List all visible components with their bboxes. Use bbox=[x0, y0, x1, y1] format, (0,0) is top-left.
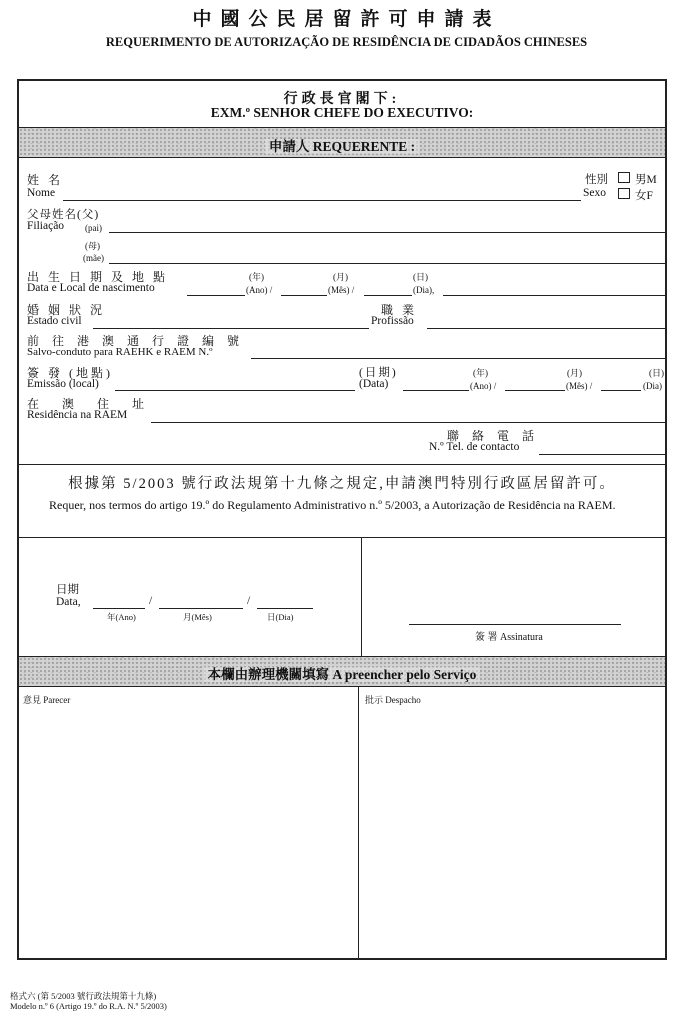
date-day-field[interactable] bbox=[257, 608, 313, 609]
permit-label-zh: 前 往 港 澳 通 行 證 編 號 bbox=[27, 334, 245, 348]
addressee-chinese: 行政長官閣下: bbox=[283, 92, 401, 107]
date-year-caption: 年(Ano) bbox=[107, 612, 136, 622]
father-name-field[interactable] bbox=[109, 232, 667, 233]
civil-status-label-zh: 婚 姻 狀 況 bbox=[27, 303, 106, 317]
birth-dia-label: (Dia), bbox=[413, 285, 435, 295]
issue-month-field[interactable] bbox=[505, 390, 565, 391]
date-separator: / bbox=[247, 595, 251, 607]
birth-year-zh: (年) bbox=[249, 272, 264, 282]
birth-ano-label: (Ano) / bbox=[246, 285, 273, 295]
father-label: (pai) bbox=[85, 223, 102, 233]
form-title-chinese: 中國公民居留許可申請表 bbox=[192, 9, 501, 30]
declaration-chinese: 根據第 5/2003 號行政法規第十九條之規定,申請澳門特別行政區居留許可。 bbox=[68, 476, 616, 492]
permit-label: Salvo-conduto para RAEHK e RAEM N.º bbox=[27, 346, 213, 358]
residence-field[interactable] bbox=[151, 422, 667, 423]
mother-name-field[interactable] bbox=[109, 263, 667, 264]
male-checkbox[interactable] bbox=[618, 172, 630, 183]
date-label-zh: 日期 bbox=[56, 584, 79, 596]
permit-number-field[interactable] bbox=[251, 358, 667, 359]
form-title-portuguese: REQUERIMENTO DE AUTORIZAÇÃO DE RESIDÊNCIA DE CIDADÃOS CHINESES bbox=[105, 35, 588, 49]
issue-month-zh: (月) bbox=[567, 368, 582, 378]
mother-label: (mãe) bbox=[83, 253, 104, 263]
issue-label-zh: 簽 發 (地點) bbox=[27, 366, 113, 380]
name-label: Nome bbox=[27, 187, 56, 199]
birth-day-zh: (日) bbox=[413, 272, 428, 282]
residence-label-zh: 在 澳 住 址 bbox=[27, 397, 155, 411]
birth-year-field[interactable] bbox=[187, 295, 245, 296]
issue-dia-label: (Dia) bbox=[643, 381, 662, 391]
date-month-caption: 月(Mês) bbox=[183, 612, 212, 622]
divider bbox=[358, 686, 359, 960]
date-day-caption: 日(Dia) bbox=[267, 612, 294, 622]
birth-day-field[interactable] bbox=[364, 295, 412, 296]
divider bbox=[19, 537, 665, 538]
birth-label-zh: 出 生 日 期 及 地 點 bbox=[27, 270, 169, 284]
name-label-zh: 姓 名 bbox=[27, 173, 64, 187]
signature-field[interactable] bbox=[409, 624, 621, 625]
phone-label-zh: 聯 絡 電 話 bbox=[447, 429, 540, 443]
declaration-portuguese: Requer, nos termos do artigo 19.º do Regulamento Administrativo n.º 5/2003, a Autorização de Residência na RAEM. bbox=[49, 498, 616, 512]
residence-label: Residência na RAEM bbox=[27, 409, 128, 421]
date-month-field[interactable] bbox=[159, 608, 243, 609]
opinion-label: 意見 Parecer bbox=[23, 695, 71, 705]
phone-field[interactable] bbox=[539, 454, 667, 455]
issue-mes-label: (Mês) / bbox=[566, 381, 593, 391]
applicant-section-label: 申請人 REQUERENTE : bbox=[265, 139, 419, 154]
signature-label: 簽 署 Assinatura bbox=[475, 632, 543, 643]
issue-day-field[interactable] bbox=[601, 390, 641, 391]
dispatch-label: 批示 Despacho bbox=[365, 695, 421, 705]
birth-month-field[interactable] bbox=[281, 295, 327, 296]
footer-model-pt: Modelo n.º 6 (Artigo 19.º do R.A. N.º 5/2003) bbox=[10, 1001, 167, 1011]
profession-field[interactable] bbox=[427, 328, 667, 329]
birth-label: Data e Local de nascimento bbox=[27, 282, 155, 294]
filiation-label-zh: 父母姓名(父) bbox=[27, 209, 100, 221]
female-checkbox[interactable] bbox=[618, 188, 630, 199]
name-field[interactable] bbox=[63, 200, 581, 201]
filiation-label: Filiação bbox=[27, 220, 65, 232]
issue-date-label-zh: (日期) bbox=[359, 367, 398, 379]
profession-label-zh: 職 業 bbox=[381, 303, 418, 317]
profession-label: Profissão bbox=[371, 315, 414, 327]
date-year-field[interactable] bbox=[93, 608, 145, 609]
date-label: Data, bbox=[56, 596, 81, 608]
divider bbox=[19, 464, 665, 465]
issue-year-zh: (年) bbox=[473, 368, 488, 378]
divider bbox=[19, 157, 665, 158]
divider bbox=[361, 537, 362, 656]
male-label: 男M bbox=[635, 174, 657, 186]
footer-model-zh: 格式六 (第 5/2003 號行政法規第十九條) bbox=[10, 991, 157, 1001]
issue-day-zh: (日) bbox=[649, 368, 664, 378]
sex-label-zh: 性別 bbox=[585, 174, 608, 186]
phone-label: N.º Tel. de contacto bbox=[429, 441, 520, 453]
civil-status-field[interactable] bbox=[93, 328, 369, 329]
birth-place-field[interactable] bbox=[443, 295, 667, 296]
addressee-portuguese: EXM.º SENHOR CHEFE DO EXECUTIVO: bbox=[210, 105, 474, 120]
civil-status-label: Estado civil bbox=[27, 315, 82, 327]
sex-label: Sexo bbox=[583, 187, 606, 199]
divider bbox=[19, 686, 665, 687]
birth-mes-label: (Mês) / bbox=[328, 285, 355, 295]
issue-ano-label: (Ano) / bbox=[470, 381, 497, 391]
issue-place-field[interactable] bbox=[115, 390, 355, 391]
service-section-label: 本欄由辦理機關填寫 A preencher pelo Serviço bbox=[204, 667, 481, 682]
issue-date-label: (Data) bbox=[359, 378, 389, 390]
birth-month-zh: (月) bbox=[333, 272, 348, 282]
issue-label: Emissão (local) bbox=[27, 378, 99, 390]
issue-year-field[interactable] bbox=[403, 390, 469, 391]
mother-label-zh: (母) bbox=[85, 241, 100, 251]
date-separator: / bbox=[149, 595, 153, 607]
female-label: 女F bbox=[635, 190, 653, 202]
application-form bbox=[17, 79, 667, 960]
